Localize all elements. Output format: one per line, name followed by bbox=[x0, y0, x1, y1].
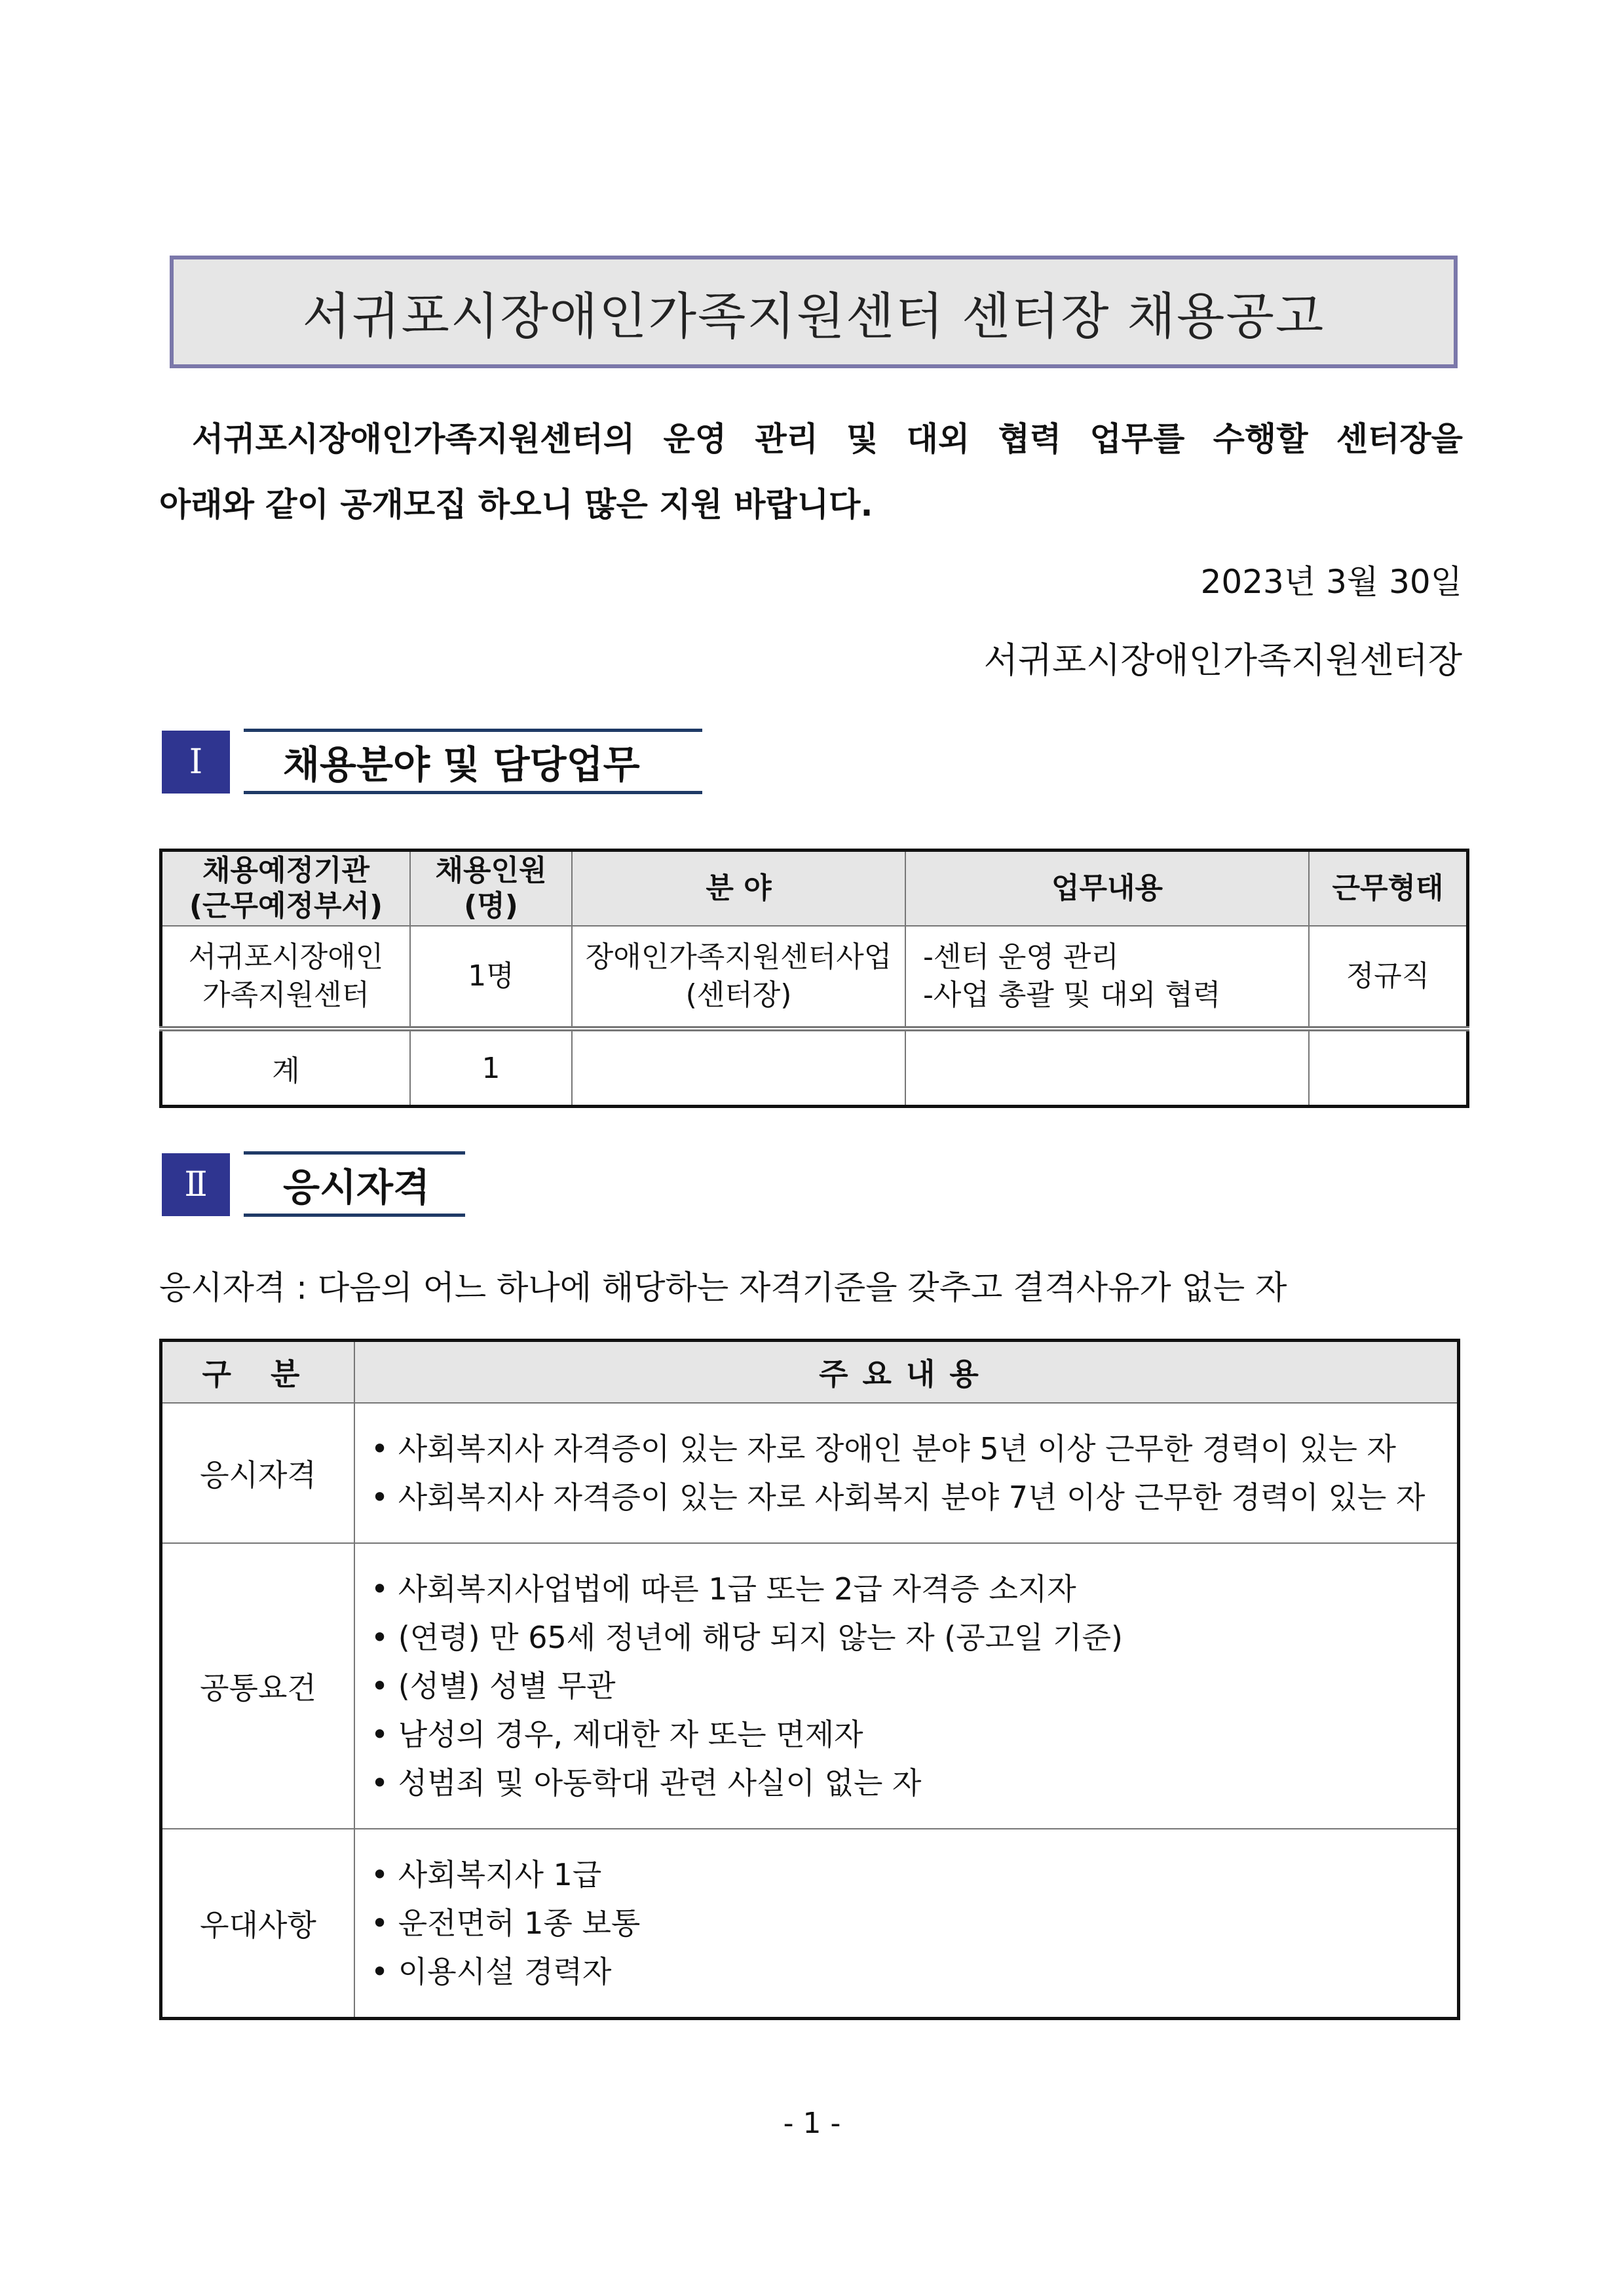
field-cell bbox=[572, 926, 905, 1029]
list-item: • 남성의 경우, 제대한 자 또는 면제자 bbox=[371, 1717, 863, 1752]
org-cell bbox=[161, 926, 411, 1029]
duty-line-2: -사업 총괄 및 대외 협력 bbox=[923, 978, 1221, 1012]
header-count bbox=[410, 851, 572, 927]
items-cell bbox=[354, 1829, 1459, 2019]
empty-cell bbox=[905, 1029, 1309, 1107]
org-line-1: 서귀포시장애인 bbox=[188, 940, 384, 974]
list-item: • 사회복지사 자격증이 있는 자로 장애인 분야 5년 이상 근무한 경력이 있는 자 bbox=[371, 1431, 1396, 1466]
list-item: • 사회복지사 자격증이 있는 자로 사회복지 분야 7년 이상 근무한 경력이 있는 자 bbox=[371, 1480, 1426, 1515]
table-row bbox=[161, 1403, 1459, 1543]
table-row bbox=[161, 1543, 1459, 1829]
page-number: - 1 - bbox=[783, 2107, 841, 2140]
list-item: • 성범죄 및 아동학대 관련 사실이 없는 자 bbox=[371, 1765, 922, 1801]
table-row bbox=[161, 1829, 1459, 2019]
duty-line-1: -센터 운영 관리 bbox=[923, 940, 1119, 974]
items-cell bbox=[354, 1403, 1459, 1543]
count-cell: 1명 bbox=[410, 926, 572, 1029]
header-org-text: 채용예정기관 (근무예정부서) bbox=[189, 854, 383, 923]
section-2-number: Ⅱ bbox=[162, 1153, 230, 1216]
list-item: • (연령) 만 65세 정년에 해당 되지 않는 자 (공고일 기준) bbox=[371, 1620, 1123, 1655]
header-org bbox=[161, 851, 411, 927]
header-category: 구 분 bbox=[161, 1341, 355, 1404]
total-row bbox=[161, 1029, 1468, 1107]
section-2-title: 응시자격 bbox=[244, 1151, 465, 1217]
qualification-summary: 응시자격 : 다음의 어느 하나에 해당하는 자격기준을 갖추고 결격사유가 없는 자 bbox=[159, 1269, 1287, 1307]
intro-line-2: 아래와 같이 공개모집 하오니 많은 지원 바랍니다. bbox=[159, 486, 873, 524]
list-item: • (성별) 성별 무관 bbox=[371, 1668, 616, 1704]
duty-cell bbox=[905, 926, 1309, 1029]
document-title-box bbox=[170, 256, 1458, 368]
field-line-1: 장애인가족지원센터사업 bbox=[585, 940, 892, 974]
header-duties: 업무내용 bbox=[905, 851, 1309, 927]
issuer-name: 서귀포시장애인가족지원센터장 bbox=[983, 640, 1462, 681]
header-count-text: 채용인원 (명) bbox=[435, 854, 547, 923]
qualification-table bbox=[159, 1339, 1460, 2020]
empty-cell bbox=[572, 1029, 905, 1107]
announcement-date: 2023년 3월 30일 bbox=[1200, 563, 1462, 601]
field-line-2: (센터장) bbox=[685, 978, 792, 1012]
category-cell: 우대사항 bbox=[161, 1829, 355, 2019]
intro-paragraph bbox=[159, 406, 1463, 537]
items-cell bbox=[354, 1543, 1459, 1829]
recruitment-table bbox=[159, 849, 1469, 1108]
document-title: 서귀포시장애인가족지원센터 센터장 채용공고 bbox=[302, 286, 1325, 345]
category-cell: 공통요건 bbox=[161, 1543, 355, 1829]
section-1-number: Ⅰ bbox=[162, 731, 230, 794]
header-main-content: 주요내용 bbox=[354, 1341, 1459, 1404]
category-cell: 응시자격 bbox=[161, 1403, 355, 1543]
header-employment-type: 근무형태 bbox=[1309, 851, 1468, 927]
total-count: 1 bbox=[410, 1029, 572, 1107]
header-field: 분 야 bbox=[572, 851, 905, 927]
list-item: • 사회복지사업법에 따른 1급 또는 2급 자격증 소지자 bbox=[371, 1571, 1076, 1607]
list-item: • 운전면허 1종 보통 bbox=[371, 1905, 641, 1941]
section-1-title: 채용분야 및 담당업무 bbox=[244, 729, 702, 794]
list-item: • 이용시설 경력자 bbox=[371, 1954, 612, 1989]
org-line-2: 가족지원센터 bbox=[202, 978, 370, 1012]
table-row bbox=[161, 926, 1468, 1029]
employment-type-cell: 정규직 bbox=[1309, 926, 1468, 1029]
intro-line-1: 서귀포시장애인가족지원센터의 운영 관리 및 대외 협력 업무를 수행할 센터장을 bbox=[192, 420, 1463, 458]
total-label: 계 bbox=[161, 1029, 411, 1107]
empty-cell bbox=[1309, 1029, 1468, 1107]
list-item: • 사회복지사 1급 bbox=[371, 1857, 602, 1892]
